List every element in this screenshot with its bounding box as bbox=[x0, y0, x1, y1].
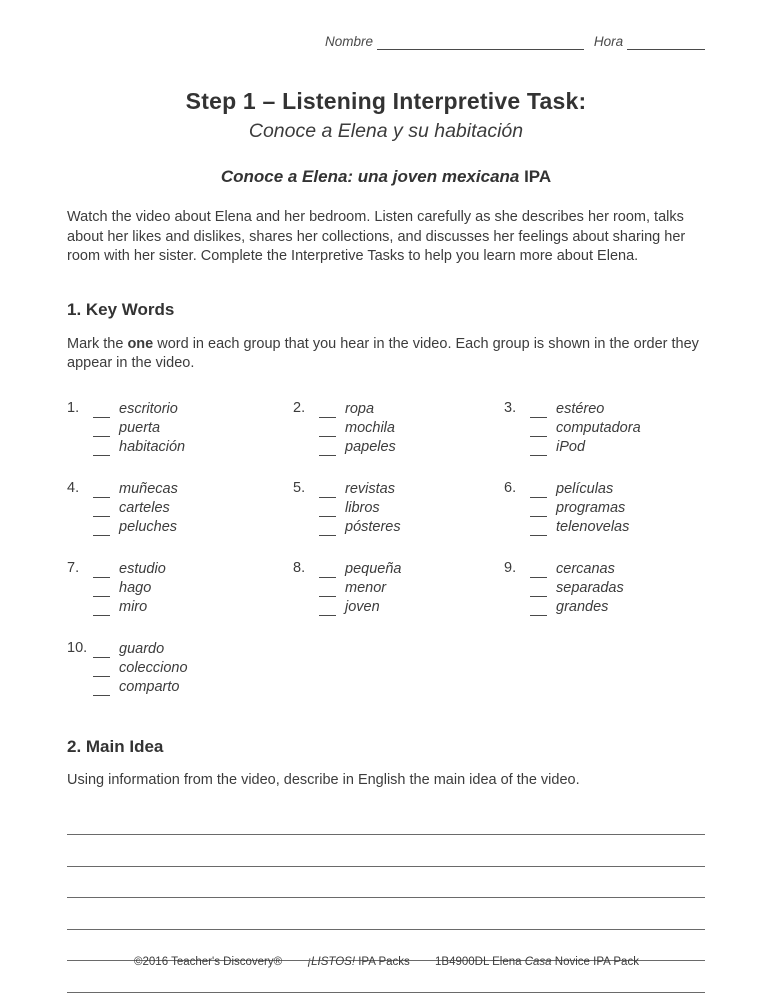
keyword: separadas bbox=[556, 579, 624, 596]
answer-blank[interactable] bbox=[319, 522, 336, 536]
answer-blank[interactable] bbox=[530, 602, 547, 616]
keyword-group-5 bbox=[293, 479, 504, 536]
answer-blank[interactable] bbox=[319, 404, 336, 418]
keyword: pequeña bbox=[345, 560, 402, 577]
group-number: 8. bbox=[293, 559, 306, 576]
keyword-group-7 bbox=[67, 559, 293, 616]
answer-blank[interactable] bbox=[530, 583, 547, 597]
group-number: 5. bbox=[293, 479, 306, 496]
answer-blank[interactable] bbox=[319, 484, 336, 498]
group-number: 3. bbox=[504, 399, 517, 416]
keyword-group-1 bbox=[67, 399, 293, 456]
group-number: 10. bbox=[67, 639, 88, 656]
answer-line[interactable] bbox=[67, 898, 705, 930]
keyword: estudio bbox=[119, 560, 166, 577]
keyword-group-3 bbox=[504, 399, 705, 456]
answer-blank[interactable] bbox=[530, 522, 547, 536]
keyword-group-8 bbox=[293, 559, 504, 616]
keyword: peluches bbox=[119, 518, 178, 535]
group-number: 2. bbox=[293, 399, 306, 416]
footer-series-rest: IPA Packs bbox=[355, 956, 410, 968]
footer-code-italic: Casa bbox=[524, 956, 552, 968]
keyword: películas bbox=[556, 480, 614, 497]
keyword: comparto bbox=[119, 678, 180, 695]
group-number: 6. bbox=[504, 479, 517, 496]
group-number: 4. bbox=[67, 479, 80, 496]
keyword-group-2 bbox=[293, 399, 504, 456]
keyword: cercanas bbox=[556, 560, 615, 577]
keyword: libros bbox=[345, 499, 380, 516]
section1-heading: 1. Key Words bbox=[67, 299, 175, 319]
answer-blank[interactable] bbox=[93, 503, 110, 517]
keyword-group-4 bbox=[67, 479, 293, 536]
answer-blank[interactable] bbox=[530, 503, 547, 517]
page-title: Step 1 – Listening Interpretive Task: bbox=[185, 88, 587, 114]
footer-code-a: 1B4900DL Elena bbox=[435, 956, 525, 968]
answer-line[interactable] bbox=[67, 804, 705, 836]
section1-instructions bbox=[67, 335, 705, 374]
answer-blank[interactable] bbox=[93, 644, 110, 658]
keyword: hago bbox=[119, 579, 152, 596]
nombre-input-line[interactable] bbox=[377, 35, 584, 50]
answer-blank[interactable] bbox=[530, 564, 547, 578]
ipa-title bbox=[67, 167, 705, 187]
answer-blank[interactable] bbox=[530, 404, 547, 418]
footer-code-b: Novice IPA Pack bbox=[551, 956, 639, 968]
answer-blank[interactable] bbox=[93, 602, 110, 616]
answer-blank[interactable] bbox=[93, 423, 110, 437]
keyword: pósteres bbox=[345, 518, 401, 535]
keyword: escritorio bbox=[119, 400, 178, 417]
keyword: telenovelas bbox=[556, 518, 630, 535]
group-number: 9. bbox=[504, 559, 517, 576]
footer-series bbox=[307, 956, 409, 968]
keyword: guardo bbox=[119, 640, 165, 657]
keyword: miro bbox=[119, 598, 148, 615]
page-footer bbox=[0, 956, 773, 968]
answer-blank[interactable] bbox=[93, 484, 110, 498]
answer-blank[interactable] bbox=[319, 442, 336, 456]
nombre-label: Nombre bbox=[325, 34, 374, 49]
section2-heading: 2. Main Idea bbox=[67, 736, 164, 756]
keyword: muñecas bbox=[119, 480, 178, 497]
keyword: carteles bbox=[119, 499, 170, 516]
answer-line[interactable] bbox=[67, 867, 705, 899]
student-id-row bbox=[325, 34, 705, 50]
keyword: programas bbox=[556, 499, 626, 516]
instr-pre: Mark the bbox=[67, 335, 128, 352]
section2-instructions: Using information from the video, describe in English the main idea of the video. bbox=[67, 771, 580, 788]
answer-blank[interactable] bbox=[319, 503, 336, 517]
keyword: papeles bbox=[345, 438, 396, 455]
ipa-title-suffix: IPA bbox=[519, 167, 552, 186]
answer-blank[interactable] bbox=[530, 442, 547, 456]
footer-series-italic: ¡LISTOS! bbox=[307, 956, 356, 968]
keyword: puerta bbox=[119, 419, 161, 436]
keyword: ropa bbox=[345, 400, 375, 417]
answer-blank[interactable] bbox=[93, 564, 110, 578]
intro-paragraph: Watch the video about Elena and her bedroom. Listen carefully as she describes her room, talks about her likes and dislikes, shares her collections, and discusses her feelings about sharing her room with her sister. Complete the Interpretive Tasks to help you learn more about Elena. bbox=[67, 209, 686, 264]
keyword: computadora bbox=[556, 419, 641, 436]
answer-blank[interactable] bbox=[319, 564, 336, 578]
group-number: 1. bbox=[67, 399, 80, 416]
answer-blank[interactable] bbox=[319, 602, 336, 616]
footer-copyright: ©2016 Teacher's Discovery® bbox=[134, 956, 283, 968]
answer-blank[interactable] bbox=[319, 423, 336, 437]
ipa-title-italic: Conoce a Elena: una joven mexicana bbox=[220, 167, 520, 186]
answer-blank[interactable] bbox=[530, 423, 547, 437]
keyword: joven bbox=[345, 598, 380, 615]
keyword: iPod bbox=[556, 438, 586, 455]
group-number: 7. bbox=[67, 559, 80, 576]
keyword: menor bbox=[345, 579, 387, 596]
answer-blank[interactable] bbox=[530, 484, 547, 498]
answer-blank[interactable] bbox=[93, 522, 110, 536]
keyword: grandes bbox=[556, 598, 609, 615]
keyword: habitación bbox=[119, 438, 186, 455]
hora-input-line[interactable] bbox=[627, 35, 705, 50]
answer-blank[interactable] bbox=[319, 583, 336, 597]
keyword-group-10 bbox=[67, 639, 293, 696]
instr-post: word in each group that you hear in the video. Each group is shown in the order they appear in the video. bbox=[67, 335, 699, 371]
footer-product-code bbox=[435, 956, 639, 968]
keyword: revistas bbox=[345, 480, 395, 497]
answer-blank[interactable] bbox=[93, 682, 110, 696]
answer-blank[interactable] bbox=[93, 404, 110, 418]
keyword-group-9 bbox=[504, 559, 705, 616]
keyword: estéreo bbox=[556, 400, 605, 417]
page-subtitle: Conoce a Elena y su habitación bbox=[248, 120, 524, 142]
answer-line[interactable] bbox=[67, 835, 705, 867]
answer-blank[interactable] bbox=[93, 663, 110, 677]
instr-bold: one bbox=[127, 335, 154, 352]
hora-label: Hora bbox=[593, 34, 624, 49]
keyword-groups-grid bbox=[67, 399, 705, 696]
keyword: colecciono bbox=[119, 659, 188, 676]
answer-blank[interactable] bbox=[93, 442, 110, 456]
answer-blank[interactable] bbox=[93, 583, 110, 597]
keyword: mochila bbox=[345, 419, 395, 436]
keyword-group-6 bbox=[504, 479, 705, 536]
